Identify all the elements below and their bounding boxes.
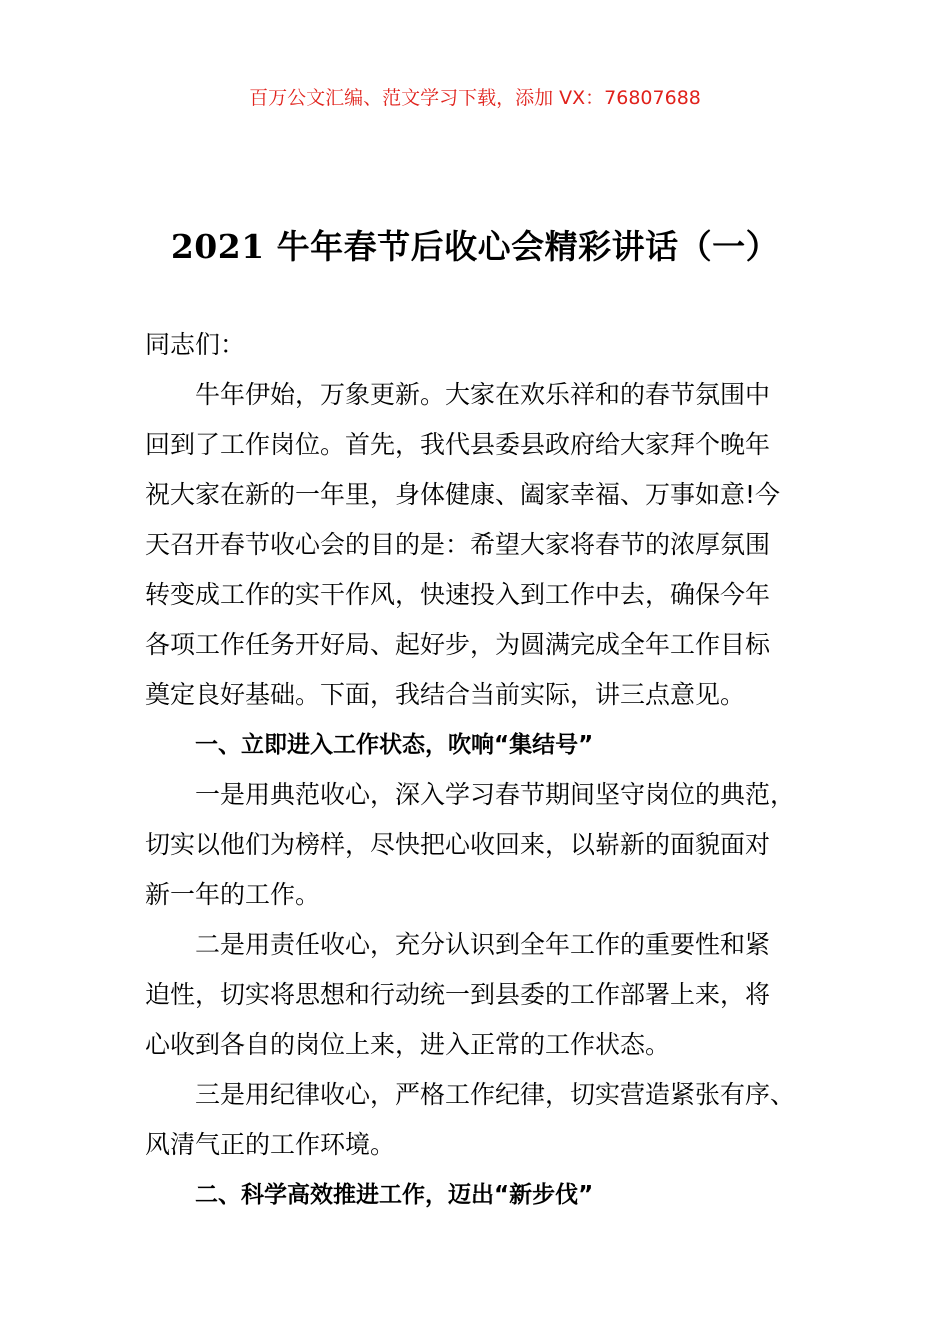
section-heading-1: 一、立即进入工作状态，吹响“集结号” — [195, 732, 594, 758]
paragraph-line: 一是用典范收心，深入学习春节期间坚守岗位的典范， — [195, 780, 796, 809]
header-promo-note: 百万公文汇编、范文学习下载，添加 VX：76807688 — [249, 87, 701, 109]
paragraph-line: 转变成工作的实干作风，快速投入到工作中去，确保今年 — [145, 580, 771, 609]
paragraph-line: 三是用纪律收心，严格工作纪律，切实营造紧张有序、 — [195, 1080, 796, 1109]
paragraph-line: 奠定良好基础。下面，我结合当前实际，讲三点意见。 — [145, 680, 746, 709]
document-title: 2021 牛年春节后收心会精彩讲话（一） — [170, 227, 780, 266]
section-heading-2: 二、科学高效推进工作，迈出“新步伐” — [195, 1182, 594, 1208]
paragraph-line: 二是用责任收心，充分认识到全年工作的重要性和紧 — [195, 930, 771, 959]
paragraph-line: 新一年的工作。 — [145, 880, 321, 909]
paragraph-line: 回到了工作岗位。首先，我代县委县政府给大家拜个晚年 — [145, 430, 771, 459]
paragraph-line: 心收到各自的岗位上来，进入正常的工作状态。 — [145, 1030, 671, 1059]
paragraph-line: 祝大家在新的一年里，身体健康、阖家幸福、万事如意!今 — [145, 480, 781, 509]
paragraph-line: 天召开春节收心会的目的是：希望大家将春节的浓厚氛围 — [145, 530, 771, 559]
paragraph-line: 牛年伊始，万象更新。大家在欢乐祥和的春节氛围中 — [195, 380, 771, 409]
paragraph-line: 迫性，切实将思想和行动统一到县委的工作部署上来，将 — [145, 980, 771, 1009]
paragraph-line: 切实以他们为榜样，尽快把心收回来，以崭新的面貌面对 — [145, 830, 771, 859]
paragraph-line: 风清气正的工作环境。 — [145, 1130, 396, 1159]
paragraph-line: 各项工作任务开好局、起好步，为圆满完成全年工作目标 — [145, 630, 771, 659]
salutation: 同志们： — [145, 330, 246, 359]
